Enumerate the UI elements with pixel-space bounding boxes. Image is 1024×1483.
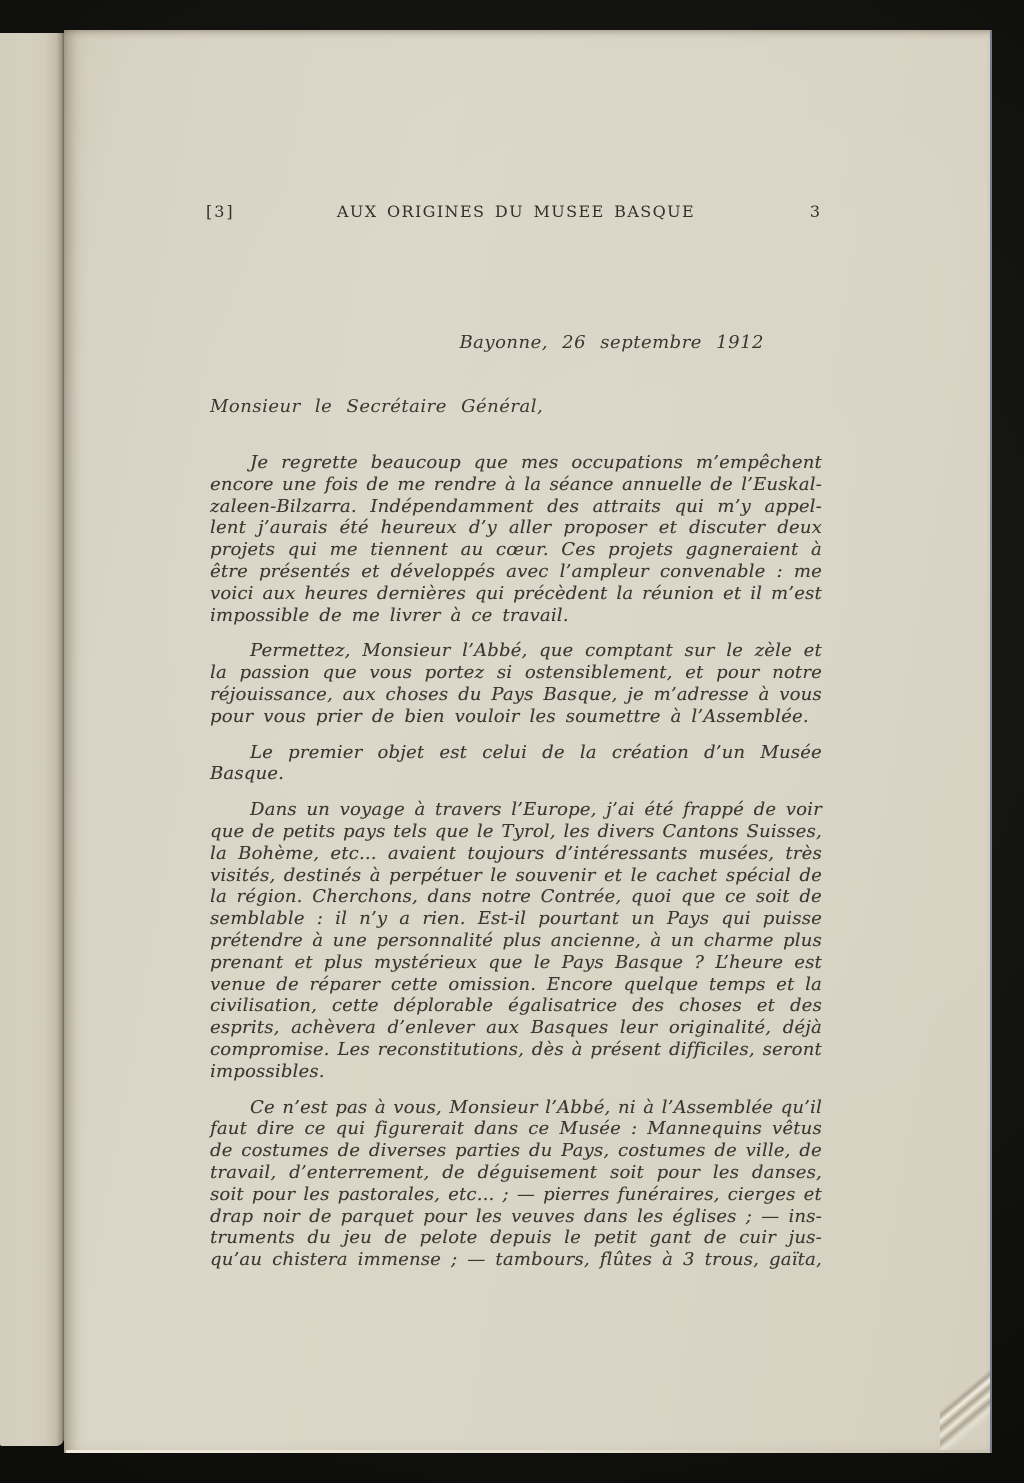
dateline: Bayonne, 26 septembre 1912: [459, 332, 764, 353]
text-line: lent j’aurais été heureux d’y aller proposer et discuter deux: [210, 517, 822, 539]
previous-page-edge: [0, 33, 64, 1446]
text-line: Dans un voyage à travers l’Europe, j’ai été frappé de voir: [250, 799, 822, 821]
paragraph: [210, 742, 822, 786]
text-line: faut dire ce qui figurerait dans ce Musée : Mannequins vêtus: [210, 1118, 822, 1140]
text-line: impossibles.: [210, 1060, 325, 1082]
text-line: venue de réparer cette omission. Encore quelque temps et la: [210, 973, 822, 995]
salutation: Monsieur le Secrétaire Général,: [210, 396, 544, 417]
text-line: réjouissance, aux choses du Pays Basque, je m’adresse à vous: [210, 683, 822, 705]
text-line: visités, destinés à perpétuer le souvenir et le cachet spécial de: [210, 864, 822, 886]
text-line: Basque.: [210, 763, 285, 785]
text-line: travail, d’enterrement, de déguisement soit pour les danses,: [210, 1161, 822, 1183]
text-line: la Bohème, etc... avaient toujours d’intéressants musées, très: [210, 842, 822, 864]
page-number: 3: [809, 202, 820, 221]
paragraph: [210, 1097, 822, 1271]
text-line: la passion que vous portez si ostensiblement, et pour notre: [210, 662, 822, 684]
text-line: de costumes de diverses parties du Pays, costumes de ville, de: [210, 1140, 822, 1162]
text-line: Je regrette beaucoup que mes occupations m’empêchent: [250, 452, 822, 473]
text-line: la région. Cherchons, dans notre Contrée, quoi que ce soit de: [210, 886, 822, 908]
text-line: civilisation, cette déplorable égalisatrice des choses et des: [210, 995, 822, 1017]
paragraph: [210, 452, 822, 626]
page-text-block: [206, 30, 822, 1453]
text-line: que de petits pays tels que le Tyrol, les divers Cantons Suisses,: [210, 820, 822, 842]
text-line: impossible de me livrer à ce travail.: [210, 604, 569, 626]
text-line: soit pour les pastorales, etc... ; — pierres funéraires, cierges et: [210, 1183, 822, 1205]
running-title: AUX ORIGINES DU MUSEE BASQUE: [336, 202, 696, 221]
letter-body: [210, 452, 822, 1285]
text-line: pour vous prier de bien vouloir les soumettre à l’Assemblée.: [210, 705, 809, 727]
text-line: esprits, achèvera d’enlever aux Basques leur originalité, déjà: [210, 1017, 822, 1039]
paragraph: [210, 799, 822, 1082]
page-header: [206, 202, 822, 224]
text-line: zaleen-Bilzarra. Indépendamment des attraits qui m’y appel-: [210, 495, 822, 517]
text-line: qu’au chistera immense ; — tambours, flûtes à 3 trous, gaïta,: [210, 1249, 822, 1271]
text-line: encore une fois de me rendre à la séance annuelle de l’Euskal-: [210, 473, 822, 495]
book-page: [64, 30, 992, 1453]
page-bottom-edge: [66, 1450, 990, 1453]
text-line: drap noir de parquet pour les veuves dans les églises ; — ins-: [210, 1205, 822, 1227]
text-line: Le premier objet est celui de la création d’un Musée: [250, 741, 822, 763]
text-line: Ce n’est pas à vous, Monsieur l’Abbé, ni à l’Assemblée qu’il: [250, 1096, 822, 1118]
text-line: projets qui me tiennent au cœur. Ces projets gagneraient à: [210, 539, 822, 561]
text-line: voici aux heures dernières qui précèdent la réunion et il m’est: [210, 582, 822, 604]
text-line: être présentés et développés avec l’ampleur convenable : me: [210, 560, 822, 582]
page-corner-curl: [940, 1351, 990, 1451]
text-line: Permettez, Monsieur l’Abbé, que comptant sur le zèle et: [250, 640, 822, 662]
text-line: compromise. Les reconstitutions, dès à présent difficiles, seront: [210, 1038, 822, 1060]
text-line: truments du jeu de pelote depuis le petit gant de cuir jus-: [210, 1227, 822, 1249]
paragraph: [210, 640, 822, 727]
text-line: prenant et plus mystérieux que le Pays Basque ? L’heure est: [210, 951, 822, 973]
text-line: prétendre à une personnalité plus ancienne, à un charme plus: [210, 929, 822, 951]
folio-marker: [3]: [206, 202, 235, 221]
text-line: semblable : il n’y a rien. Est-il pourtant un Pays qui puisse: [210, 908, 822, 930]
